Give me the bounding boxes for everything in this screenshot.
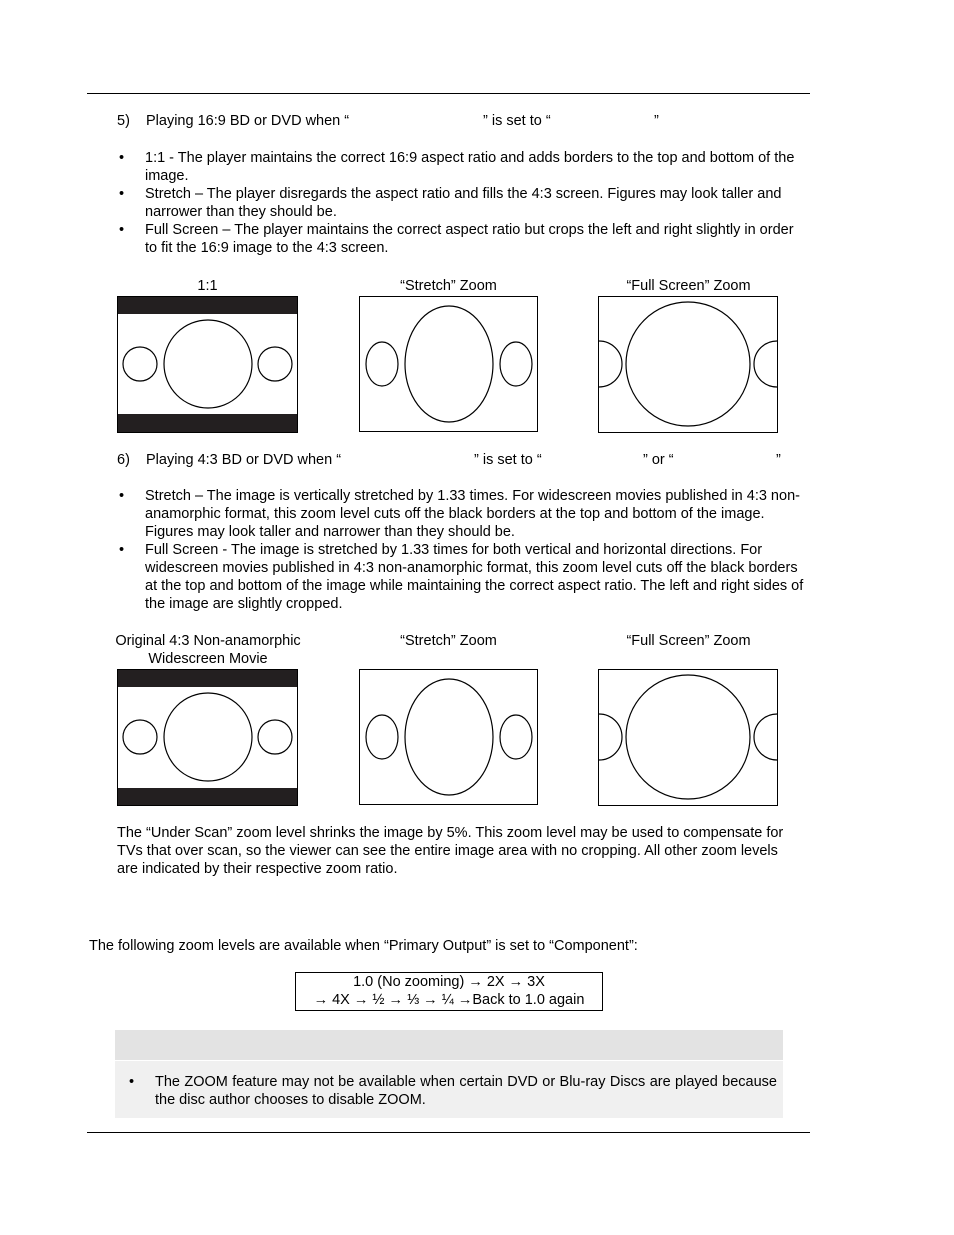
full-screen-diagram xyxy=(598,669,778,806)
section6-heading-text: ” xyxy=(776,452,781,468)
diagram-caption: 1:1 xyxy=(197,278,218,294)
section6-heading xyxy=(117,451,797,469)
list-item: • Full Screen - The image is stretched by 1.33 times for both vertical and horizontal directions. For widescreen movies published in 4:3 non-anamorphic format, this zoom level cuts off the black borders at the top and bottom of the image while maintaining the correct aspect ratio. The left and right sides of the image are slightly cropped. xyxy=(117,541,809,613)
section6-heading-text: ” is set to “ xyxy=(474,452,542,468)
stretch-diagram xyxy=(359,296,538,432)
section6-heading-text: Playing 4:3 BD or DVD when “ xyxy=(146,452,342,468)
note-header xyxy=(115,1030,783,1061)
list-item: • 1:1 - The player maintains the correct 16:9 aspect ratio and adds borders to the top and bottom of the image. xyxy=(117,149,807,185)
section5-heading-text: ” is set to “ xyxy=(483,113,551,129)
list-item: • Stretch – The player disregards the aspect ratio and fills the 4:3 screen. Figures may look taller and narrower than they should be. xyxy=(117,185,807,221)
caption-line: Widescreen Movie xyxy=(148,651,268,667)
header-rule xyxy=(87,93,810,94)
note-box xyxy=(115,1030,783,1118)
section6-heading-text: ” or “ xyxy=(643,452,674,468)
diagram-caption: “Stretch” Zoom xyxy=(400,278,497,294)
zoom-sequence-line: 1.0 (No zooming) → 2X → 3X xyxy=(353,974,545,990)
caption-line: Original 4:3 Non-anamorphic xyxy=(115,633,301,649)
list-item: • The ZOOM feature may not be available when certain DVD or Blu-ray Discs are played because the disc author chooses to disable ZOOM. xyxy=(127,1073,777,1109)
component-intro: The following zoom levels are available when “Primary Output” is set to “Component”: xyxy=(89,938,638,954)
section6-bullet-list xyxy=(117,487,809,613)
list-item: • Stretch – The image is vertically stretched by 1.33 times. For widescreen movies published in 4:3 non-anamorphic format, this zoom level cuts off the black borders at the top and bottom of the image. Figures may look taller and narrower than they should be. xyxy=(117,487,809,541)
diagram-caption: “Full Screen” Zoom xyxy=(626,633,751,649)
stretch-diagram xyxy=(359,669,538,805)
section5-bullet-list xyxy=(117,149,807,257)
section5-heading xyxy=(117,112,757,130)
diagram-caption: “Full Screen” Zoom xyxy=(626,278,751,294)
section5-heading-text: ” xyxy=(654,113,659,129)
original-nonanamorphic-diagram xyxy=(117,669,298,806)
section6-number: 6) xyxy=(117,452,130,468)
footer-rule xyxy=(87,1132,810,1133)
zoom-sequence-line: → 4X → ½ → ⅓ → ¼ →Back to 1.0 again xyxy=(313,992,585,1008)
note-bullet-list xyxy=(127,1073,777,1109)
section5-number: 5) xyxy=(117,113,130,129)
list-item: • Full Screen – The player maintains the correct aspect ratio but crops the left and right slightly in order to fit the 16:9 image to the 4:3 screen. xyxy=(117,221,807,257)
zoom-sequence-box xyxy=(295,972,603,1011)
section5-heading-text: Playing 16:9 BD or DVD when “ xyxy=(146,113,350,129)
diagram-caption xyxy=(97,632,319,668)
letterbox-diagram xyxy=(117,296,298,433)
full-screen-diagram xyxy=(598,296,778,433)
diagram-caption: “Stretch” Zoom xyxy=(400,633,497,649)
underscan-paragraph: The “Under Scan” zoom level shrinks the image by 5%. This zoom level may be used to compensate for TVs that over scan, so the viewer can see the entire image area with no cropping. All other zoom levels are indicated by their respective zoom ratio. xyxy=(117,825,784,877)
